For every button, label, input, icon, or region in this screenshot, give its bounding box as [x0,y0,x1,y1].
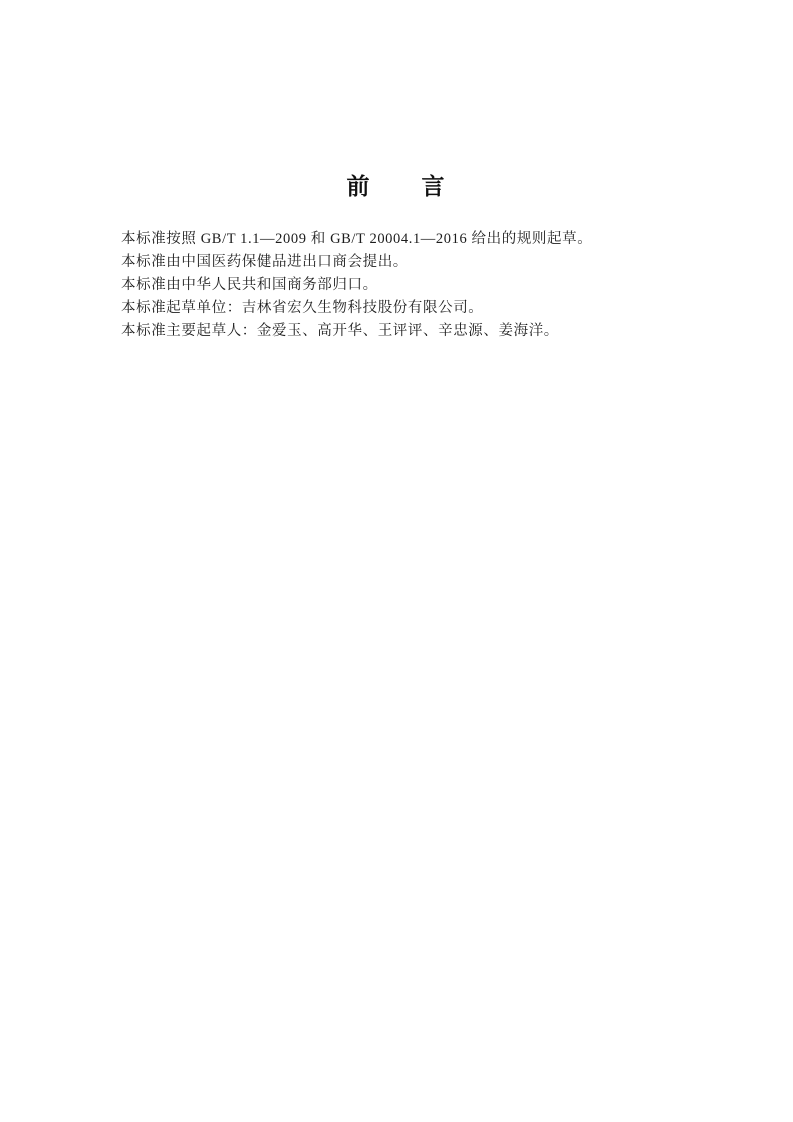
foreword-paragraph: 本标准按照 GB/T 1.1—2009 和 GB/T 20004.1—2016 给出的规则起草。 [121,231,593,247]
foreword-title: 前 言 [346,173,447,199]
foreword-paragraph: 本标准主要起草人：金爱玉、高开华、王评评、辛忠源、姜海洋。 [121,323,559,339]
foreword-paragraph: 本标准由中国医药保健品进出口商会提出。 [121,254,408,270]
foreword-body [121,228,681,343]
foreword-paragraph: 本标准起草单位：吉林省宏久生物科技股份有限公司。 [121,300,484,316]
foreword-paragraph: 本标准由中华人民共和国商务部归口。 [121,277,378,293]
